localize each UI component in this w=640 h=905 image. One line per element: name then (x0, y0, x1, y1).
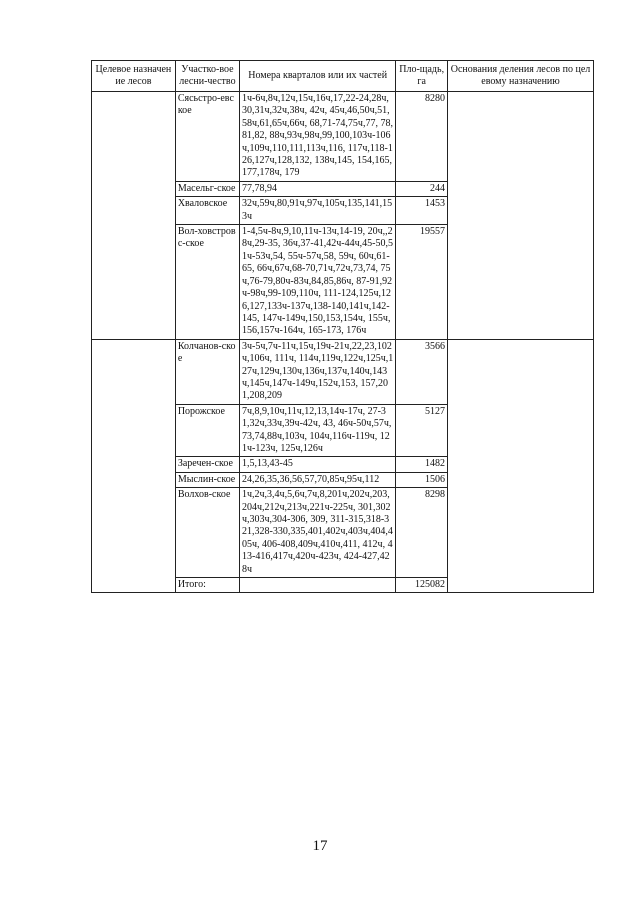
area-cell: 244 (396, 181, 448, 196)
district-cell: Вол-ховстровс-ское (175, 225, 239, 340)
quarters-cell: 1ч-6ч,8ч,12ч,15ч,16ч,17,22-24,28ч,30,31ч,32ч,38ч, 42ч, 45ч,46,50ч,51,58ч,61,65ч,66ч, 68,71-74,75ч,77, 78,81,82, 88ч,93ч,98ч,99,100,103ч-106ч,109ч,110,111,113ч,116, 117ч,118-126,127ч,128,132, 138ч,145, 154,165,177,178ч, 179 (240, 92, 396, 182)
quarters-cell: 24,26,35,36,56,57,70,85ч,95ч,112 (240, 472, 396, 487)
quarters-cell: 1-4,5ч-8ч,9,10,11ч-13ч,14-19, 20ч,,28ч,29-35, 36ч,37-41,42ч-44ч,45-50,51ч-53ч,54, 55ч-57ч,58, 59ч, 60ч,61-65, 66ч,67ч,68-70,71ч,72ч,73,74, 75ч,76-79,80ч-83ч,84,85,86ч, 87-91,92ч-98ч,99-109,110ч, 111-124,125ч,126,127,133ч-137ч,138-140,141ч,142-145, 147ч-149ч,150,153,154ч, 155ч,156,157ч-164ч, 165-173, 176ч (240, 225, 396, 340)
district-cell: Волхов-ское (175, 488, 239, 578)
district-cell: Масельг-ское (175, 181, 239, 196)
quarters-cell: 77,78,94 (240, 181, 396, 196)
total-area: 125082 (396, 578, 448, 593)
area-cell: 5127 (396, 404, 448, 457)
header-purpose: Целевое назначение лесов (92, 61, 176, 92)
area-cell: 8280 (396, 92, 448, 182)
district-cell: Сясьстро-евское (175, 92, 239, 182)
header-district: Участко-вое лесни-чество (175, 61, 239, 92)
area-cell: 1506 (396, 472, 448, 487)
quarters-cell: 1,5,13,43-45 (240, 457, 396, 472)
forest-quarters-table (91, 60, 594, 593)
area-cell: 19557 (396, 225, 448, 340)
table-header-row (92, 61, 594, 92)
area-cell: 8298 (396, 488, 448, 578)
quarters-cell: 1ч,2ч,3,4ч,5,6ч,7ч,8,201ч,202ч,203, 204ч,212ч,213ч,221ч-225ч, 301,302ч,303ч,304-306, 309, 311-315,318-321,328-330,335,401,402ч,403ч,404,405ч, 406-408,409ч,410ч,411, 412ч, 413-416,417ч,420ч-423ч, 424-427,428ч (240, 488, 396, 578)
header-area: Пло-щадь, га (396, 61, 448, 92)
basis-cell (448, 92, 594, 340)
table-row (92, 92, 594, 182)
table-row (92, 339, 594, 404)
area-cell: 1453 (396, 197, 448, 225)
header-quarters: Номера кварталов или их частей (240, 61, 396, 92)
district-cell: Порожское (175, 404, 239, 457)
purpose-cell (92, 339, 176, 593)
page-number: 17 (312, 838, 328, 854)
district-cell: Заречен-ское (175, 457, 239, 472)
header-basis: Основания деления лесов по целевому назначению (448, 61, 594, 92)
area-cell: 3566 (396, 339, 448, 404)
quarters-cell: 32ч,59ч,80,91ч,97ч,105ч,135,141,153ч (240, 197, 396, 225)
district-cell: Мыслин-ское (175, 472, 239, 487)
total-quarters-cell (240, 578, 396, 593)
area-cell: 1482 (396, 457, 448, 472)
quarters-cell: 3ч-5ч,7ч-11ч,15ч,19ч-21ч,22,23,102ч,106ч, 111ч, 114ч,119ч,122ч,125ч,127ч,129ч,130ч,136ч,137ч,140ч,143ч,145ч,147ч-149ч,152ч,153, 157,201,208,209 (240, 339, 396, 404)
total-label: Итого: (175, 578, 239, 593)
district-cell: Колчанов-ское (175, 339, 239, 404)
quarters-cell: 7ч,8,9,10ч,11ч,12,13,14ч-17ч, 27-31,32ч,33ч,39ч-42ч, 43, 46ч-50ч,57ч,73,74,88ч,103ч, 104ч,116ч-119ч, 121ч-123ч, 125ч,126ч (240, 404, 396, 457)
purpose-cell (92, 92, 176, 340)
district-cell: Хваловское (175, 197, 239, 225)
basis-cell (448, 339, 594, 593)
